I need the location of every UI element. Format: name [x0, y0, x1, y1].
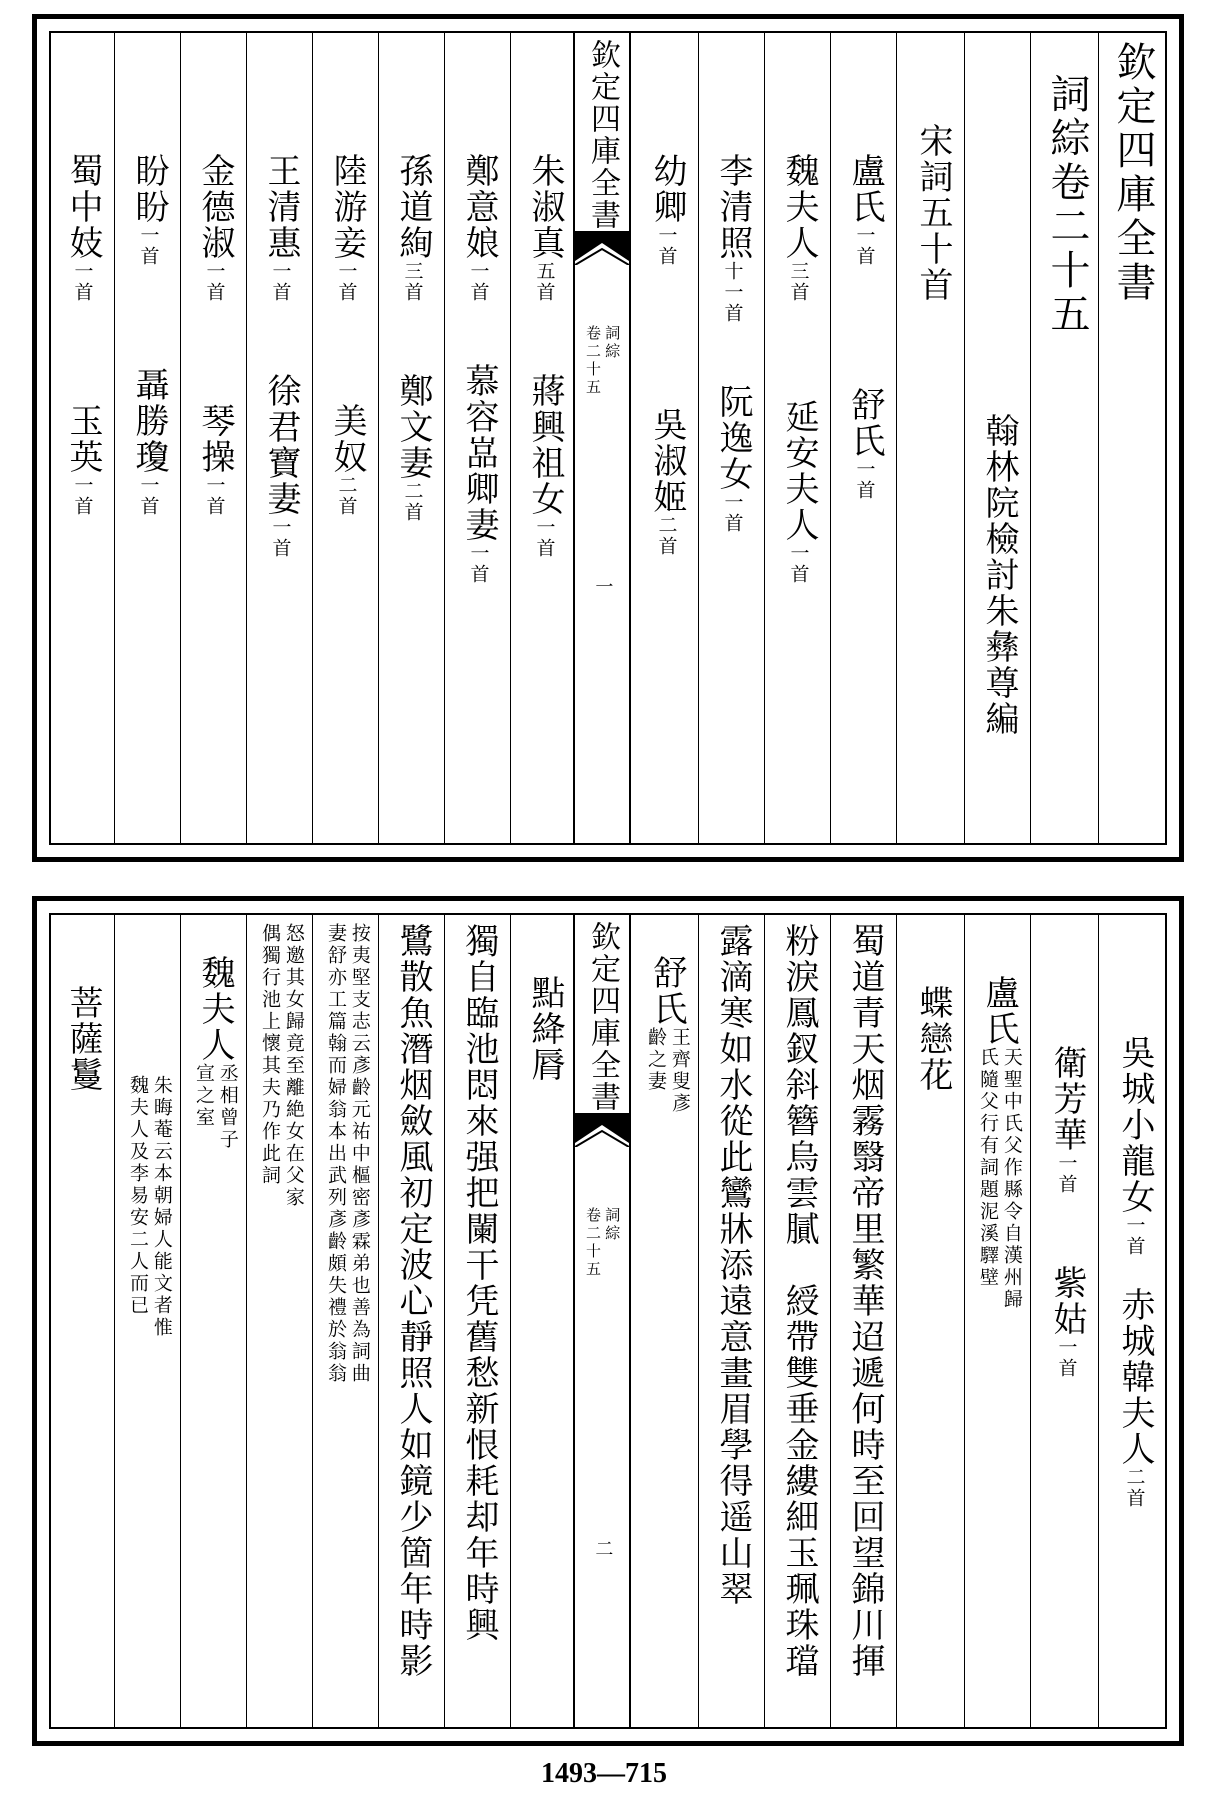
upper-page [32, 14, 1184, 862]
list-item: 盼盼 一首 聶勝瓊 一首 [129, 153, 169, 517]
list-item: 陸游妾 一首 美奴 二首 [327, 153, 367, 517]
fold-title: 欽定四庫全書 [585, 39, 620, 231]
fold-juan: 卷二十五 [584, 1207, 602, 1279]
commentary: 怒邀其女歸竟至離絶女在父家 偶獨行池上懷其夫乃作此詞 [259, 923, 305, 1209]
fold-column [573, 33, 631, 843]
lower-page-frame [49, 913, 1167, 1729]
poem-line: 粉淚鳳釵斜簪烏雲膩 綬帶雙垂金縷細玉珮珠璫 [779, 923, 819, 1679]
lower-page [32, 896, 1184, 1746]
poem-line: 鷺散魚潛烟斂風初定波心靜照人如鏡少箇年時影 [393, 923, 433, 1679]
poem-line: 蜀道青天烟霧翳帝里繁華迢遞何時至回望錦川揮 [845, 923, 885, 1679]
compiler-column [969, 413, 1029, 835]
fold-book: 詞綜 [603, 1207, 622, 1243]
list-item: 金德淑 一首 琴操 一首 [195, 153, 235, 517]
fold-book: 詞綜 [603, 325, 622, 361]
section-column [903, 123, 963, 835]
author-name: 盧氏 [979, 975, 1019, 1047]
tune-title: 點絳脣 [525, 975, 565, 1083]
author-name: 舒氏 [647, 955, 687, 1027]
compiler: 翰林院檢討朱彝尊編 [979, 413, 1019, 737]
commentary: 按夷堅支志云彥齡元祐中樞密彥霖弟也善為詞曲 妻舒亦工篇翰而婦翁本出武列彥齡頗失禮於翁翁 [325, 923, 371, 1385]
list-item: 孫道絢 三首 鄭文妻 二首 [393, 153, 433, 523]
fishtail-mark [575, 1113, 629, 1147]
poem-line: 露滴寒如水從此鸞牀添遠意畫眉學得遥山翠 [713, 923, 753, 1607]
page-number: 二 [592, 1539, 614, 1560]
fold-column [573, 915, 631, 1727]
list-item: 幼卿 一首 吳淑姬 二首 [647, 153, 687, 557]
list-item: 王清惠 一首 徐君寶妻 一首 [261, 153, 301, 559]
list-item: 魏夫人 三首 延安夫人 一首 [779, 153, 819, 585]
list-item: 盧氏 一首 舒氏 一首 [845, 153, 885, 501]
list-item: 吳城小龍女 一首 赤城韓夫人 二首 [1115, 1035, 1155, 1509]
list-item: 朱淑真 五首 蔣興祖女 一首 [525, 153, 565, 559]
list-item: 李清照 十一首 阮逸女 一首 [713, 153, 753, 534]
section-title: 宋詞五十首 [913, 123, 953, 303]
list-item: 衛芳華 一首 紫姑 一首 [1047, 1045, 1087, 1379]
list-item: 鄭意娘 一首 慕容嵓卿妻 一首 [459, 153, 499, 585]
list-item: 蜀中妓 一首 玉英 一首 [63, 153, 103, 517]
page-number: 一 [592, 577, 614, 598]
author-entry: 舒氏 王齊叟彥 齡之妻 [645, 955, 691, 1115]
volume-title: 詞綜卷二十五 [1044, 73, 1090, 337]
poem-line: 獨自臨池悶來强把闌干凭舊愁新恨耗却年時興 [459, 923, 499, 1643]
fishtail-mark [575, 231, 629, 265]
author-entry: 魏夫人 丞相曾子 宣之室 [193, 955, 239, 1151]
volume-column [1037, 73, 1097, 835]
tune-title: 蝶戀花 [913, 985, 953, 1093]
book-header [1101, 41, 1165, 835]
book-title: 欽定四庫全書 [1110, 41, 1156, 305]
upper-page-frame [49, 31, 1167, 845]
author-entry: 盧氏 天聖中氏父作縣令自漢州歸 氏隨父行有詞題泥溪驛壁 [977, 975, 1023, 1311]
author-name: 魏夫人 [195, 955, 235, 1063]
commentary: 朱晦菴云本朝婦人能文者惟 魏夫人及李易安二人而已 [127, 1075, 173, 1339]
fold-juan: 卷二十五 [584, 325, 602, 397]
page-footer: 1493—715 [541, 1758, 667, 1789]
fold-title: 欽定四庫全書 [585, 921, 620, 1113]
tune-title: 菩薩鬘 [63, 985, 103, 1093]
